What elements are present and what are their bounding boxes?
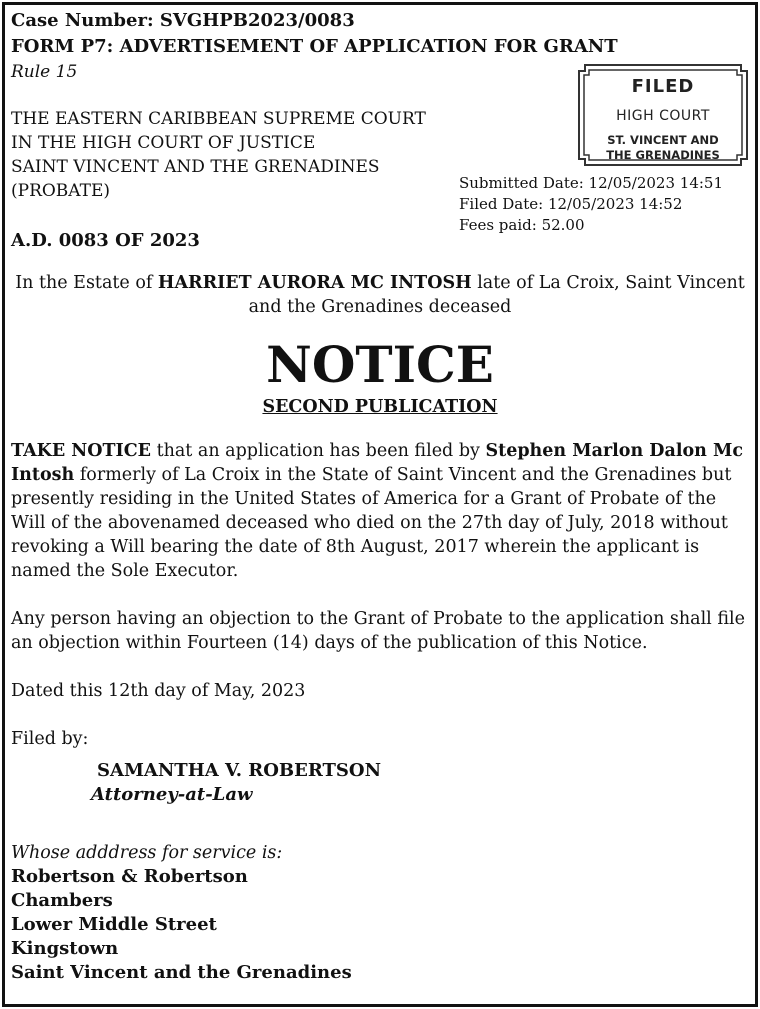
- attorney-title: Attorney-at-Law: [91, 784, 253, 805]
- address-intro: Whose adddress for service is:: [11, 843, 283, 863]
- attorney-name: SAMANTHA V. ROBERTSON: [97, 760, 382, 781]
- fees-paid: Fees paid: 52.00: [459, 216, 585, 234]
- court-line-1: THE EASTERN CARIBBEAN SUPREME COURT: [11, 109, 426, 129]
- address-line-1: Robertson & Robertson: [11, 866, 248, 887]
- notice-paragraph-1: [11, 439, 749, 583]
- estate-suffix: late of La Croix, Saint Vincent and the Grenadines deceased: [248, 273, 745, 317]
- address-line-2: Chambers: [11, 890, 113, 911]
- paragraph-1-a: that an application has been filed by: [151, 441, 486, 461]
- filed-date: Filed Date: 12/05/2023 14:52: [459, 195, 683, 213]
- stamp-place-2: THE GRENADINES: [606, 148, 720, 162]
- notice-subtitle: SECOND PUBLICATION: [262, 397, 498, 417]
- paragraph-1-b: formerly of La Croix in the State of Saint Vincent and the Grenadines but presently residing in the United States of America for a Grant of Probate of the Will of the abovenamed deceased who died on the 27th day of July, 2018 without revoking a Will bearing the date of 8th August, 2017 wherein the applicant is named the Sole Executor.: [11, 465, 732, 581]
- case-number: Case Number: SVGHPB2023/0083: [11, 10, 355, 31]
- filed-by-label: Filed by:: [11, 729, 89, 749]
- deceased-name: HARRIET AURORA MC INTOSH: [157, 273, 472, 293]
- dated-line: Dated this 12th day of May, 2023: [11, 681, 306, 701]
- notice-paragraph-2: Any person having an objection to the Grant of Probate to the application shall file an objection within Fourteen (14) days of the publication of this Notice.: [11, 609, 745, 653]
- address-line-3: Lower Middle Street: [11, 914, 217, 935]
- address-line-5: Saint Vincent and the Grenadines: [11, 962, 352, 983]
- court-line-4: (PROBATE): [11, 181, 111, 201]
- take-notice: TAKE NOTICE: [11, 441, 151, 461]
- submitted-date: Submitted Date: 12/05/2023 14:51: [459, 174, 724, 192]
- court-line-3: SAINT VINCENT AND THE GRENADINES: [11, 157, 380, 177]
- notice-document: [2, 2, 758, 1007]
- notice-title: NOTICE: [266, 335, 494, 394]
- rule-label: Rule 15: [11, 62, 78, 82]
- stamp-filed: FILED: [631, 76, 695, 97]
- filed-stamp: [577, 62, 749, 168]
- address-line-4: Kingstown: [11, 938, 119, 959]
- ad-number: A.D. 0083 OF 2023: [11, 230, 200, 251]
- court-line-2: IN THE HIGH COURT OF JUSTICE: [11, 133, 316, 153]
- stamp-place-1: ST. VINCENT AND: [607, 133, 719, 147]
- applicant-name: Stephen Marlon Dalon Mc Intosh: [11, 441, 743, 485]
- form-title: FORM P7: ADVERTISEMENT OF APPLICATION FOR GRANT: [11, 36, 618, 57]
- estate-line: [11, 271, 749, 319]
- stamp-court: HIGH COURT: [616, 108, 710, 124]
- estate-prefix: In the Estate of: [15, 273, 158, 293]
